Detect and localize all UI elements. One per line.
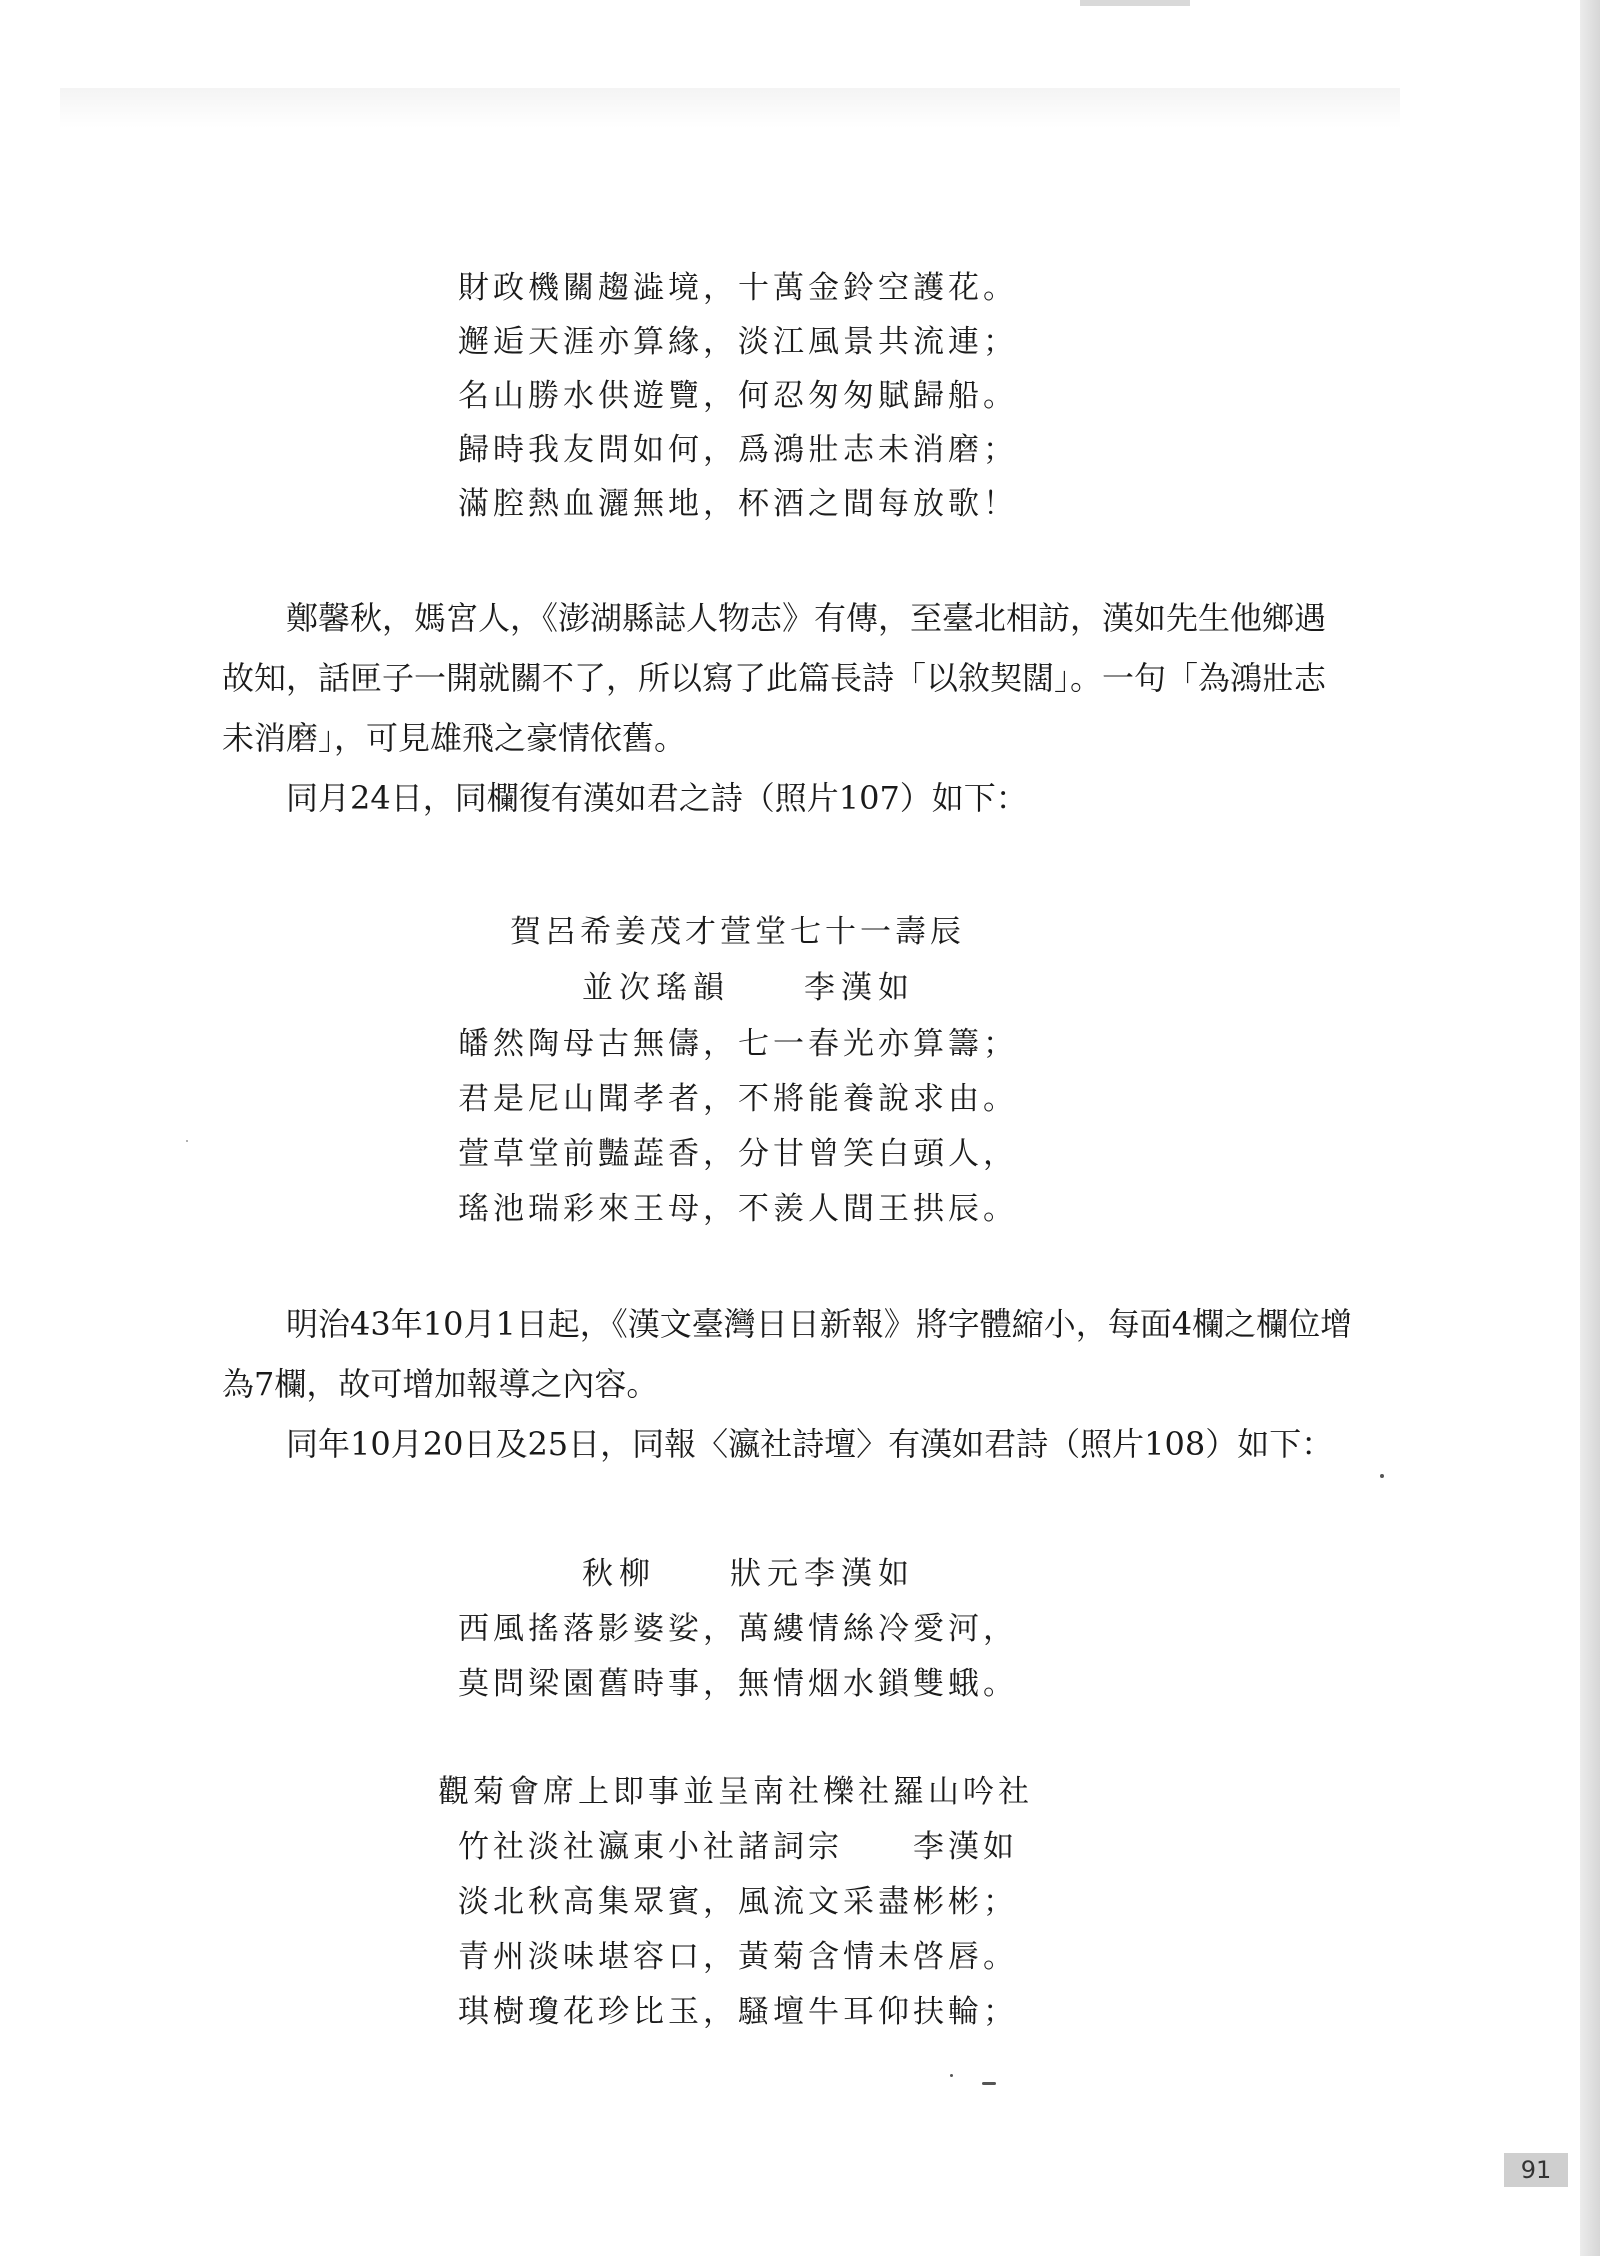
scan-speck bbox=[186, 1140, 188, 1142]
paragraph: 同年10月20日及25日，同報〈瀛社詩壇〉有漢如君詩（照片108）如下： bbox=[286, 1425, 1334, 1463]
page-edge-shadow bbox=[1580, 0, 1600, 2256]
scan-speck bbox=[950, 2074, 953, 2077]
poem-line: 萱草堂前豔蕋香，分甘曾笑白頭人， bbox=[458, 1136, 1018, 1172]
poem-line: 君是尼山聞孝者，不將能養說求由。 bbox=[458, 1081, 1018, 1117]
poem-line: 莫問梁園舊時事，無情烟水鎖雙蛾。 bbox=[458, 1666, 1018, 1702]
poem-line: 名山勝水供遊覽，何忍匆匆賦歸船。 bbox=[458, 378, 1018, 414]
poem-subtitle: 並次瑤韻 李漢如 bbox=[582, 970, 915, 1006]
commentary-block-2 bbox=[222, 1294, 1357, 1474]
scan-speck bbox=[1380, 1474, 1384, 1478]
commentary-block-1 bbox=[222, 588, 1357, 828]
poem-line: 西風搖落影婆娑，萬縷情絲冷愛河， bbox=[458, 1611, 1018, 1647]
poem-title: 秋柳 狀元李漢如 bbox=[582, 1556, 915, 1592]
poem-line: 瑤池瑞彩來王母，不羨人間王拱辰。 bbox=[458, 1191, 1018, 1227]
poem-line: 財政機關趨澁境，十萬金鈴空護花。 bbox=[458, 270, 1018, 306]
poem-line: 青州淡味堪容口，黃菊含情未啓唇。 bbox=[458, 1939, 1018, 1975]
scan-artifact bbox=[1080, 0, 1190, 6]
poem-line: 皤然陶母古無儔，七一春光亦算籌； bbox=[458, 1026, 1018, 1062]
poem-line: 淡北秋高集眾賓，風流文采盡彬彬； bbox=[458, 1884, 1018, 1920]
paragraph: 明治43年10月1日起，《漢文臺灣日日新報》將字體縮小，每面4欄之欄位增為7欄，故可增加報導之內容。 bbox=[222, 1305, 1353, 1403]
page-number: 91 bbox=[1504, 2153, 1568, 2187]
paragraph: 同月24日，同欄復有漢如君之詩（照片107）如下： bbox=[286, 779, 1028, 817]
poem-title: 賀呂希姜茂才萱堂七十一壽辰 bbox=[510, 914, 965, 950]
scan-shadow bbox=[60, 88, 1400, 128]
paragraph: 鄭馨秋，媽宮人，《澎湖縣誌人物志》有傳，至臺北相訪，漢如先生他鄉遇故知，話匣子一開就關不了，所以寫了此篇長詩「以敘契闊」。一句「為鴻壯志未消磨」，可見雄飛之豪情依舊。 bbox=[222, 599, 1327, 757]
poem-title: 觀菊會席上即事並呈南社櫟社羅山吟社 bbox=[438, 1774, 1033, 1810]
scan-speck bbox=[982, 2082, 996, 2085]
poem-line: 歸時我友問如何，爲鴻壯志未消磨； bbox=[458, 432, 1018, 468]
poem-line: 琪樹瓊花珍比玉，騷壇牛耳仰扶輪； bbox=[458, 1994, 1018, 2030]
poem-subtitle: 竹社淡社瀛東小社諸詞宗 李漢如 bbox=[458, 1829, 1018, 1865]
poem-line: 邂逅天涯亦算緣，淡江風景共流連； bbox=[458, 324, 1018, 360]
poem-line: 滿腔熱血灑無地，杯酒之間每放歌！ bbox=[458, 486, 1018, 522]
